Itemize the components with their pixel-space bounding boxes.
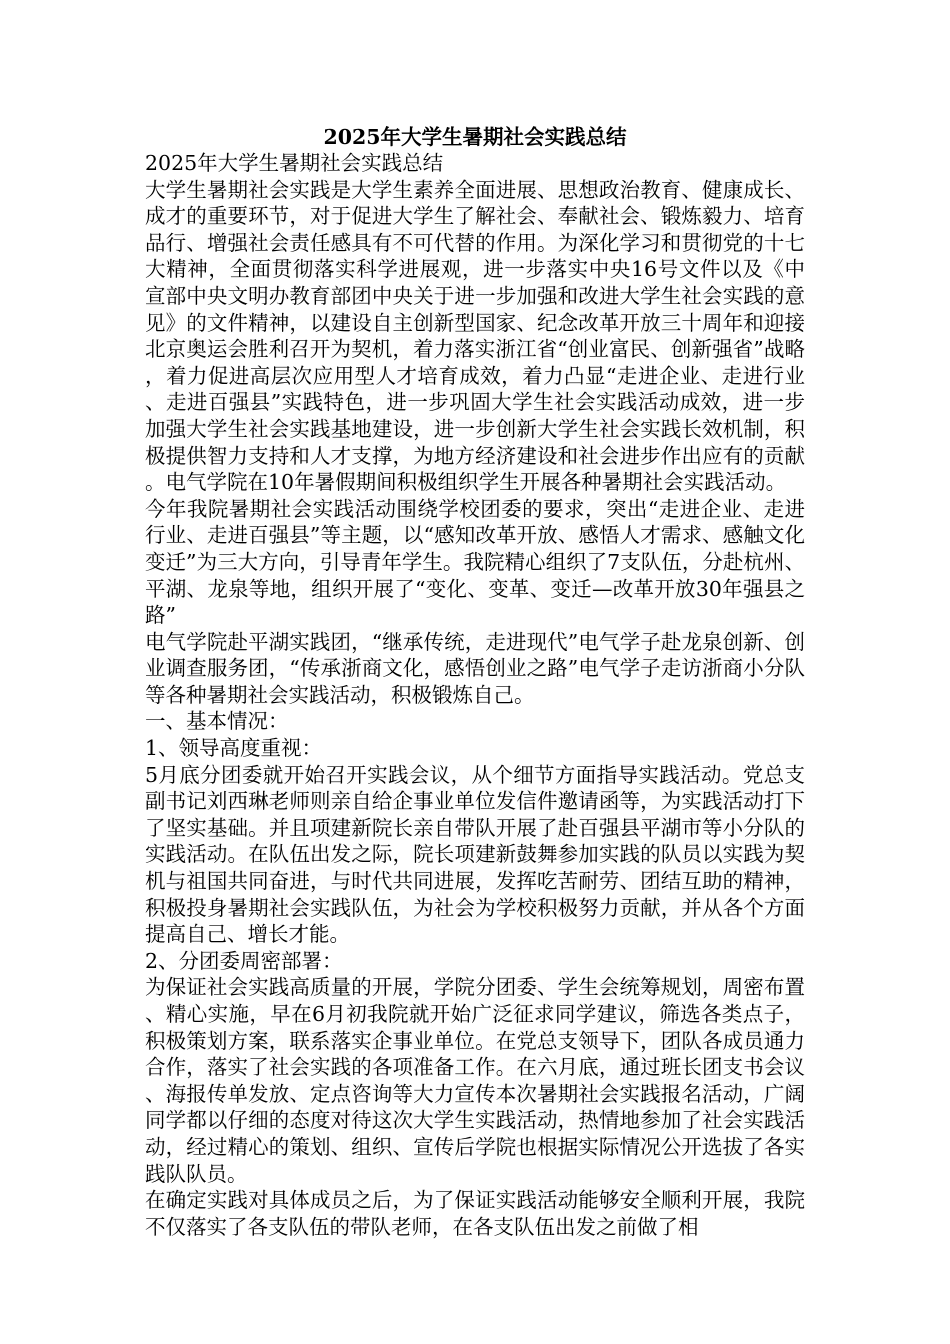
paragraph-leadership: 5月底分团委就开始召开实践会议，从个细节方面指导实践活动。党总支副书记刘西琳老师则亲自给企事业单位发信件邀请函等，为实践活动打下了坚实基础。并且项建新院长亲自带队开展了赴百强县平湖市等小分队的实践活动。在队伍出发之际，院长项建新鼓舞参加实践的队员以实践为契机与祖国共同奋进，与时代共同进展，发挥吃苦耐劳、团结互助的精神，积极投身暑期社会实践队伍，为社会为学校积极努力贡献，并从各个方面提高自己、增长才能。 [145,762,805,947]
document-page [145,124,805,1240]
subsection-heading-leadership: 1、领导高度重视： [145,736,323,761]
section-heading-basic: 一、基本情况： [145,709,289,734]
paragraph-themes: 今年我院暑期社会实践活动围绕学校团委的要求，突出“走进企业、走进行业、走进百强县”等主题，以“感知改革开放、感悟人才需求、感触文化变迁”为三大方向，引导青年学生。我院精心组织了7支队伍，分赴杭州、平湖、龙泉等地，组织开展了“变化、变革、变迁—改革开放30年强县之路” [145,496,805,628]
document-title: 2025年大学生暑期社会实践总结 [323,125,627,149]
paragraph-intro: 大学生暑期社会实践是大学生素养全面进展、思想政治教育、健康成长、成才的重要环节，对于促进大学生了解社会、奉献社会、锻炼毅力、培育品行、增强社会责任感具有不可代替的作用。为深化学习和贯彻党的十七大精神，全面贯彻落实科学进展观，进一步落实中央16号文件以及《中宣部中央文明办教育部团中央关于进一步加强和改进大学生社会实践的意见》的文件精神，以建设自主创新型国家、纪念改革开放三十周年和迎接北京奥运会胜利召开为契机，着力落实浙江省“创业富民、创新强省”战略，着力促进高层次应用型人才培育成效，着力凸显“走进企业、走进行业、走进百强县”实践特色，进一步巩固大学生社会实践活动成效，进一步加强大学生社会实践基地建设，进一步创新大学生社会实践长效机制，积极提供智力支持和人才支撑，为地方经济建设和社会进步作出应有的贡献。电气学院在10年暑假期间积极组织学生开展各种暑期社会实践活动。 [145,177,805,495]
paragraph-safety: 在确定实践对具体成员之后，为了保证实践活动能够安全顺利开展，我院不仅落实了各支队伍的带队老师，在各支队伍出发之前做了相 [145,1188,805,1239]
subsection-heading-deployment: 2、分团委周密部署： [145,948,343,973]
paragraph-subtitle: 2025年大学生暑期社会实践总结 [145,151,444,175]
paragraph-teams: 电气学院赴平湖实践团，“继承传统，走进现代”电气学子赴龙泉创新、创业调查服务团，“传承浙商文化，感悟创业之路”电气学子走访浙商小分队等各种暑期社会实践活动，积极锻炼自己。 [145,629,805,707]
paragraph-deployment: 为保证社会实践高质量的开展，学院分团委、学生会统筹规划，周密布置、精心实施，早在6月初我院就开始广泛征求同学建议，筛选各类点子，积极策划方案，联系落实企事业单位。在党总支领导下，团队各成员通力合作，落实了社会实践的各项准备工作。在六月底，通过班长团支书会议、海报传单发放、定点咨询等大力宣传本次暑期社会实践报名活动，广阔同学都以仔细的态度对待这次大学生实践活动，热情地参加了社会实践活动，经过精心的策划、组织、宣传后学院也根据实际情况公开选拔了各实践队队员。 [145,975,805,1186]
